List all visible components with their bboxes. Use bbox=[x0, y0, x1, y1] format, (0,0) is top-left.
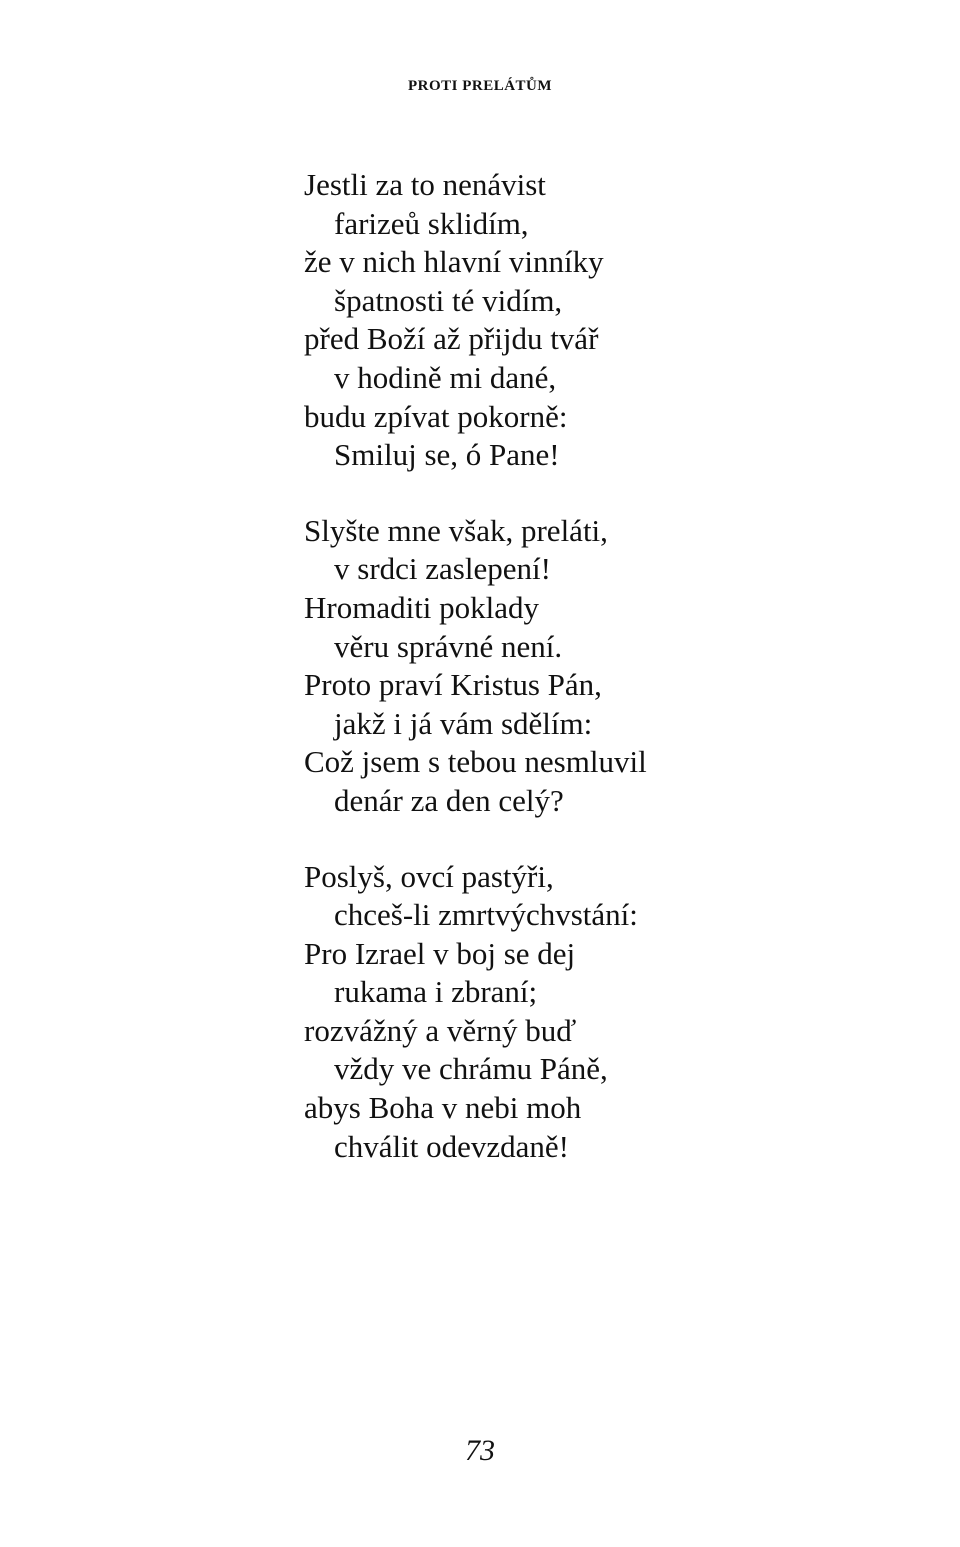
poem-line: Jestli za to nenávist bbox=[304, 167, 546, 202]
poem-line: Slyšte mne však, preláti, bbox=[304, 512, 608, 548]
poem-line: rukama i zbraní; bbox=[334, 974, 538, 1010]
poem-line: před Boží až přijdu tvář bbox=[304, 321, 599, 357]
poem bbox=[304, 166, 924, 1203]
poem-line: jakž i já vám sdělím: bbox=[334, 705, 593, 741]
poem-line: rozvážný a věrný buď bbox=[304, 1012, 577, 1048]
page-number: 73 bbox=[465, 1434, 495, 1467]
stanza-3 bbox=[304, 858, 924, 1167]
poem-line: v srdci zaslepení! bbox=[334, 551, 551, 587]
stanza-1 bbox=[304, 166, 924, 475]
running-title: PROTI PRELÁTŮM bbox=[407, 78, 553, 94]
poem-line: budu zpívat pokorně: bbox=[304, 398, 568, 434]
poem-line: denár za den celý? bbox=[334, 782, 564, 818]
poem-line: vždy ve chrámu Páně, bbox=[334, 1051, 608, 1087]
poem-line: farizeů sklidím, bbox=[334, 205, 529, 241]
poem-line: v hodině mi dané, bbox=[334, 359, 557, 395]
poem-line: Což jsem s tebou nesmluvil bbox=[304, 744, 647, 780]
poem-line: Smiluj se, ó Pane! bbox=[334, 437, 560, 473]
stanza-2 bbox=[304, 512, 924, 821]
poem-line: špatnosti té vidím, bbox=[334, 282, 563, 318]
poem-line: chválit odevzdaně! bbox=[334, 1128, 569, 1164]
poem-line: věru správné není. bbox=[334, 628, 563, 664]
poem-line: že v nich hlavní vinníky bbox=[304, 244, 604, 280]
poem-line: Hromaditi poklady bbox=[304, 589, 540, 625]
poem-line: Pro Izrael v boj se dej bbox=[304, 935, 576, 971]
poem-line: Poslyš, ovcí pastýři, bbox=[304, 858, 554, 894]
poem-line: chceš-li zmrtvýchvstání: bbox=[334, 897, 638, 933]
poem-line: abys Boha v nebi moh bbox=[304, 1090, 582, 1126]
poem-line: Proto praví Kristus Pán, bbox=[304, 667, 602, 703]
